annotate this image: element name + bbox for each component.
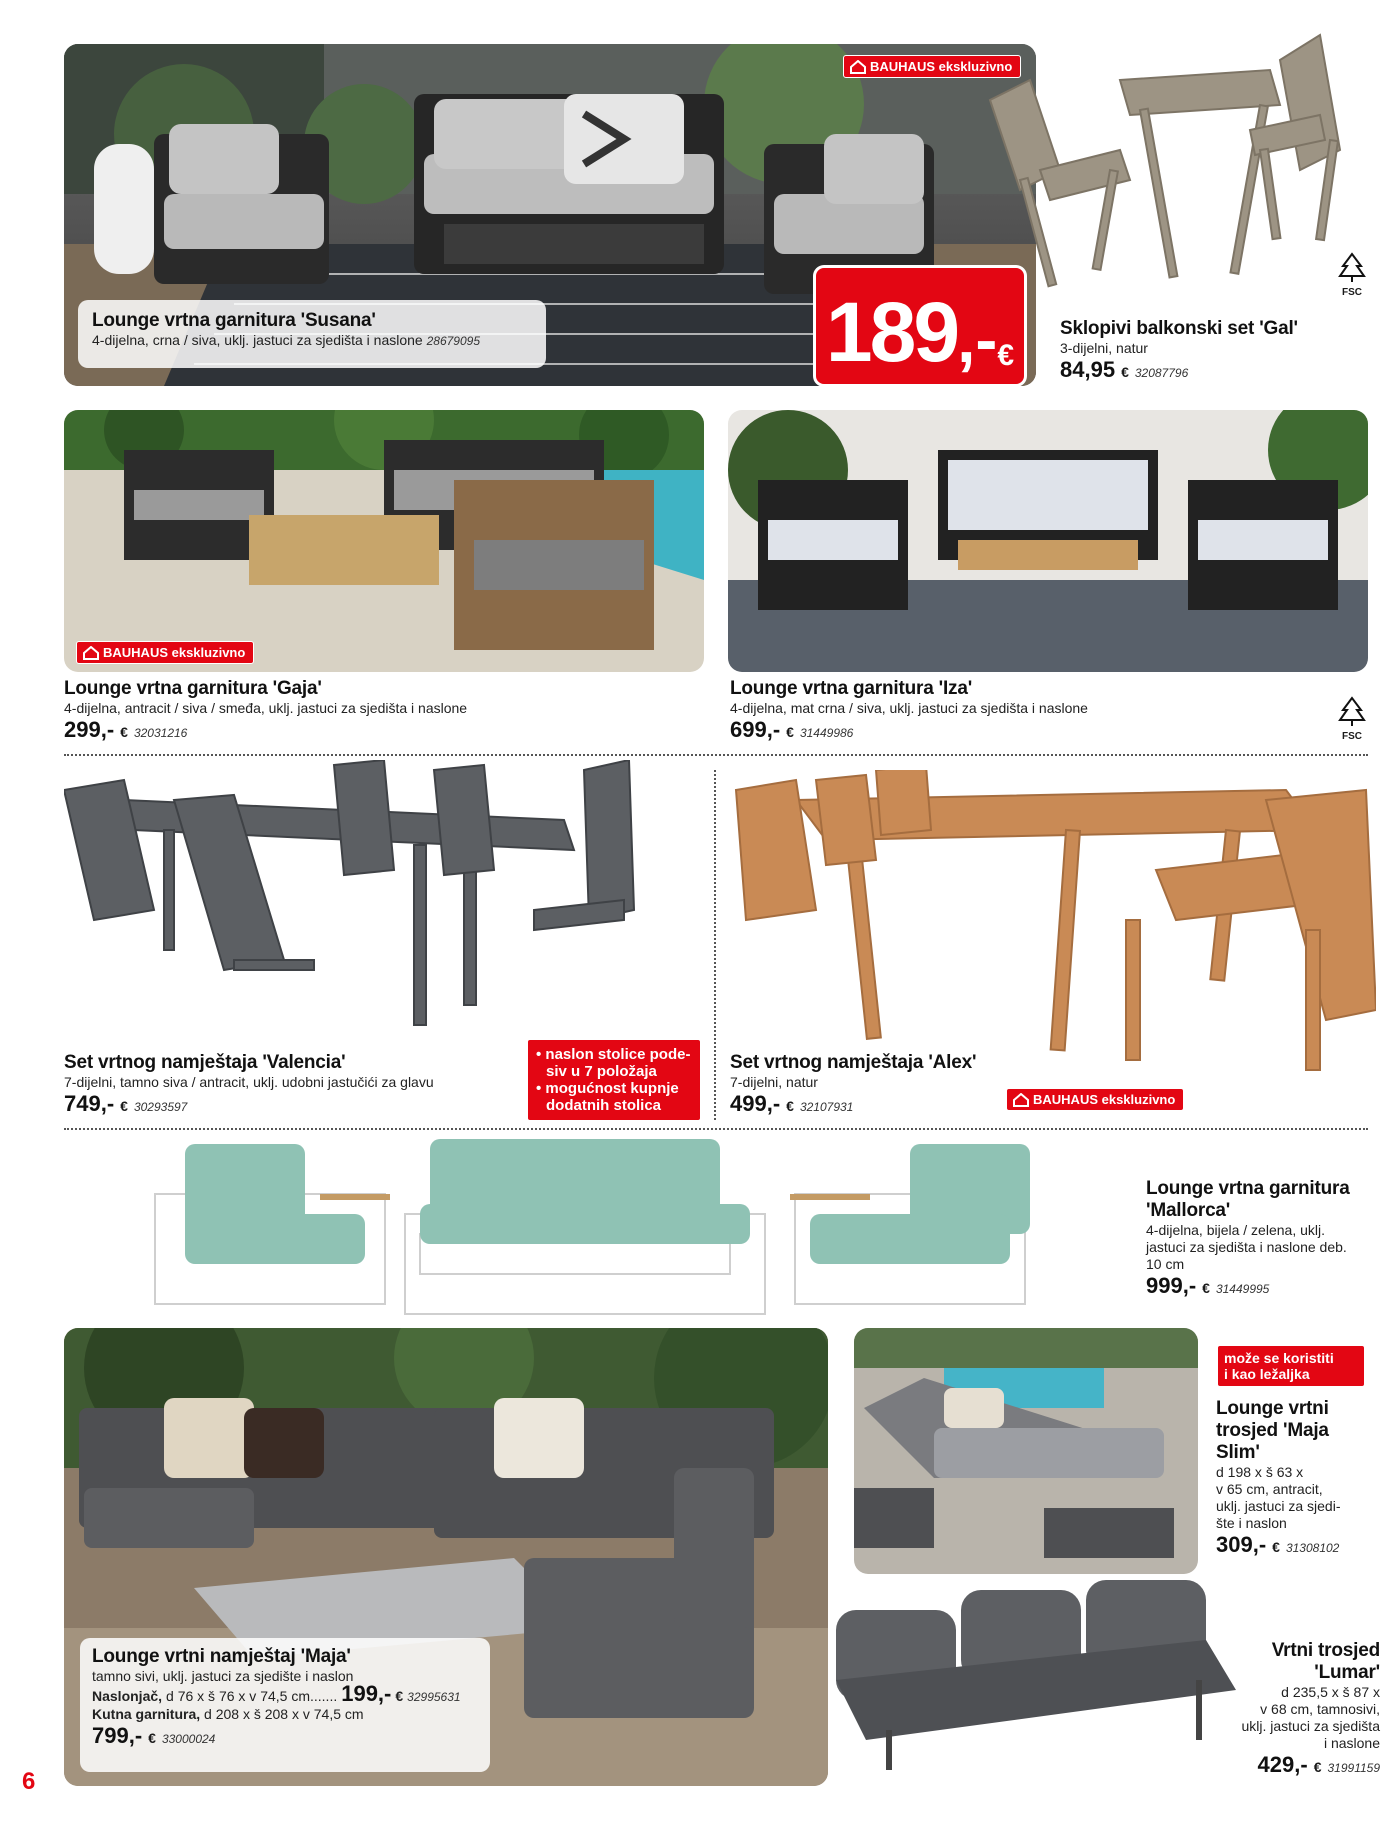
mallorca-title-line1: Lounge vrtna garnitura [1146,1178,1350,1199]
alex-title: Set vrtnog namještaja 'Alex' [730,1052,977,1073]
maja-article: 33000024 [161,1732,216,1746]
maja-price-row [92,1723,478,1749]
gal-info [1060,318,1380,383]
gaja-currency: € [120,724,128,740]
alex-exclusive-badge [1006,1088,1184,1111]
valencia-feature-note [526,1038,702,1122]
gaja-info [64,678,704,743]
susana-info [78,300,546,368]
exclusive-label: BAUHAUS ekskluzivno [103,645,246,660]
alex-desc: 7-dijelni, natur [730,1074,818,1090]
valencia-price-row [64,1091,524,1117]
alex-info [730,1052,1030,1117]
maja-slim-price: 309,- [1216,1532,1267,1557]
mallorca-currency: € [1202,1280,1210,1296]
lumar-price: 429,- [1257,1752,1308,1777]
lumar-title-line1: Vrtni trosjed [1271,1640,1380,1661]
maja-slim-image [854,1328,1198,1574]
susana-price-currency: € [997,339,1015,372]
valencia-note-line2: siv u 7 položaja [546,1063,657,1080]
susana-price-suffix: ,- [957,302,998,376]
lumar-image [836,1580,1246,1780]
exclusive-label: BAUHAUS ekskluzivno [1033,1092,1176,1107]
mallorca-photo [150,1134,1050,1334]
mallorca-desc-line2: jastuci za sjedišta i naslone deb. [1146,1239,1347,1255]
maja-slim-currency: € [1272,1539,1280,1555]
valencia-photo [64,760,704,1040]
maja-slim-note-line2: i kao ležaljka [1224,1366,1310,1382]
maja-title: Lounge vrtni namještaj 'Maja' [92,1646,351,1667]
maja-slim-article: 31308102 [1285,1541,1340,1555]
tree-check-icon [1335,252,1369,284]
maja-corner-label: Kutna garnitura, [92,1706,201,1722]
iza-price: 699,- [730,717,781,742]
lumar-info [1196,1640,1380,1778]
exclusive-label: BAUHAUS ekskluzivno [870,59,1013,74]
mallorca-desc-line3: 10 cm [1146,1256,1185,1272]
mallorca-price: 999,- [1146,1273,1197,1298]
gal-fsc-logo [1332,252,1372,298]
gal-image [980,20,1380,300]
valencia-article: 30293597 [133,1100,188,1114]
maja-slim-title-line3: Slim' [1216,1442,1260,1463]
lumar-currency: € [1313,1759,1322,1775]
maja-slim-desc-line3: uklj. jastuci za sjedi- [1216,1498,1341,1514]
gaja-image [64,410,704,672]
iza-image [728,410,1368,672]
susana-desc [92,332,532,350]
mallorca-title-line2: 'Mallorca' [1146,1200,1231,1221]
maja-corner-dims: d 208 x š 208 x v 74,5 cm [204,1706,364,1722]
valencia-title: Set vrtnog namještaja 'Valencia' [64,1052,346,1073]
maja-slim-title-line2: trosjed 'Maja [1216,1420,1329,1441]
gaja-desc: 4-dijelna, antracit / siva / smeđa, uklj. jastuci za sjedišta i naslone [64,700,468,716]
gal-currency: € [1121,364,1129,380]
gal-fsc-label: FSC [1342,287,1362,298]
lumar-photo [836,1580,1246,1780]
house-icon [83,646,99,660]
iza-currency: € [786,724,794,740]
iza-fsc-label: FSC [1342,731,1362,742]
valencia-note-line1: • naslon stolice pode- [536,1046,691,1063]
divider-vertical [714,770,716,1120]
gal-article: 32087796 [1134,366,1189,380]
susana-title: Lounge vrtna garnitura 'Susana' [92,310,376,331]
maja-armchair-article: 32995631 [407,1690,461,1704]
susana-desc-text: 4-dijelna, crna / siva, uklj. jastuci za sjedišta i naslone [92,332,423,348]
gaja-price-row [64,717,704,743]
maja-corner-line [92,1706,478,1723]
valencia-price: 749,- [64,1091,115,1116]
susana-price-main: 189 [825,285,958,379]
gal-desc: 3-dijelni, natur [1060,340,1148,356]
iza-desc: 4-dijelna, mat crna / siva, uklj. jastuci za sjedišta i naslone [730,700,1088,716]
maja-armchair-label: Naslonjač, [92,1688,163,1704]
lumar-desc-line4: i naslone [1323,1735,1380,1751]
lumar-desc-line1: d 235,5 x š 87 x [1281,1684,1380,1700]
iza-title: Lounge vrtna garnitura 'Iza' [730,678,973,699]
maja-slim-desc-line2: v 65 cm, antracit, [1216,1481,1323,1497]
valencia-note-line3: • mogućnost kupnje [536,1080,679,1097]
gaja-price: 299,- [64,717,115,742]
alex-price: 499,- [730,1091,781,1116]
maja-armchair-currency: € [395,1688,404,1704]
maja-slim-title-line1: Lounge vrtni [1216,1398,1329,1419]
alex-photo [726,770,1376,1090]
mallorca-price-row [1146,1273,1376,1299]
lumar-desc-line2: v 68 cm, tamnosivi, [1260,1701,1380,1717]
maja-armchair-price: 199,- [341,1681,392,1706]
alex-currency: € [786,1098,794,1114]
lumar-price-row [1196,1752,1380,1778]
mallorca-image [150,1134,1050,1334]
gaja-article: 32031216 [133,726,188,740]
lumar-title-line2: 'Lumar' [1314,1662,1380,1683]
valencia-desc: 7-dijelni, tamno siva / antracit, uklj. udobni jastučići za glavu [64,1074,434,1090]
valencia-note-line4: dodatnih stolica [546,1097,662,1114]
maja-armchair-line [92,1681,478,1706]
gal-title: Sklopivi balkonski set 'Gal' [1060,318,1298,339]
mallorca-desc-line1: 4-dijelna, bijela / zelena, uklj. [1146,1222,1325,1238]
maja-currency: € [148,1730,156,1746]
lumar-desc-line3: uklj. jastuci za sjedišta [1241,1718,1380,1734]
alex-article: 32107931 [799,1100,854,1114]
valencia-info [64,1052,524,1117]
gaja-photo [64,410,704,672]
mallorca-info [1146,1178,1376,1299]
alex-image [726,770,1376,1090]
alex-price-row [730,1091,1030,1117]
maja-slim-note [1216,1344,1366,1388]
maja-desc: tamno sivi, uklj. jastuci za sjedište i naslon [92,1668,354,1684]
gal-photo [980,20,1380,300]
iza-article: 31449986 [799,726,854,740]
maja-slim-note-line1: može se koristiti [1224,1350,1334,1366]
gaja-exclusive-badge [76,641,254,664]
maja-armchair-dims: d 76 x š 76 x v 74,5 cm....... [166,1688,338,1704]
iza-fsc-logo [1332,696,1372,742]
lumar-article: 31991159 [1327,1761,1380,1775]
divider-row3 [64,1128,1368,1130]
divider-row2 [64,754,1368,756]
tree-check-icon [1335,696,1369,728]
iza-info [730,678,1290,743]
valencia-currency: € [120,1098,128,1114]
gal-price-row [1060,357,1380,383]
gal-price: 84,95 [1060,357,1116,382]
maja-slim-photo [854,1328,1198,1574]
maja-slim-info [1216,1398,1380,1558]
maja-slim-desc-line4: šte i naslon [1216,1515,1287,1531]
mallorca-article: 31449995 [1215,1282,1270,1296]
page-number: 6 [22,1768,36,1795]
maja-price: 799,- [92,1723,143,1748]
maja-slim-desc-line1: d 198 x š 63 x [1216,1464,1304,1480]
house-icon [850,60,866,74]
maja-slim-price-row [1216,1532,1380,1558]
iza-price-row [730,717,1290,743]
susana-article: 28679095 [426,334,480,348]
gaja-title: Lounge vrtna garnitura 'Gaja' [64,678,322,699]
iza-photo [728,410,1368,672]
maja-info [80,1638,490,1772]
valencia-image [64,760,704,1040]
